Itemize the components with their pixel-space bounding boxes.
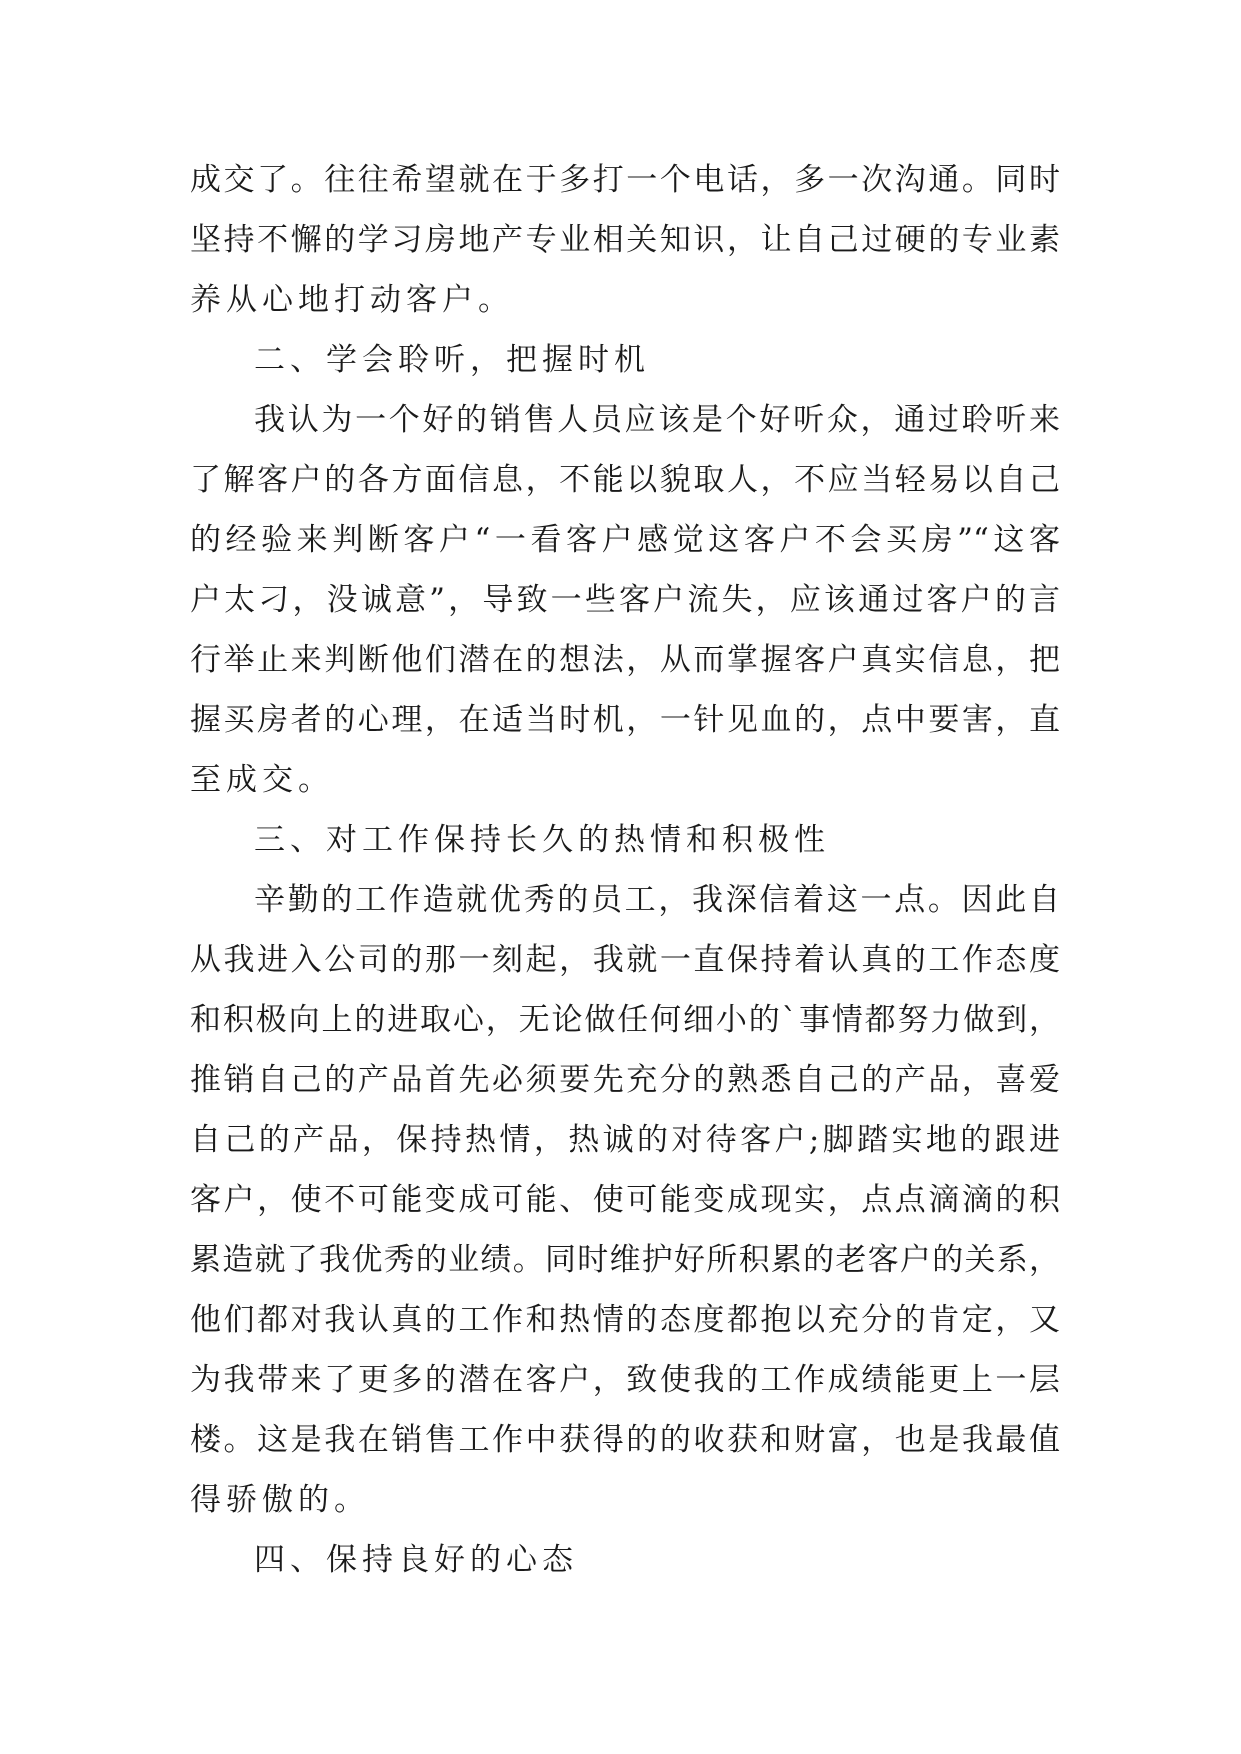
text-line: 我认为一个好的销售人员应该是个好听众，通过聆听来	[254, 402, 1060, 438]
text-line: 养从心地打动客户。	[190, 282, 514, 318]
text-line: 至成交。	[190, 762, 334, 798]
text-line: 累造就了我优秀的业绩。同时维护好所积累的老客户的关系，	[190, 1242, 1060, 1278]
text-line: 楼。这是我在销售工作中获得的的收获和财富，也是我最值	[190, 1422, 1060, 1458]
text-line: 户太刁，没诚意”，导致一些客户流失，应该通过客户的言	[190, 582, 1060, 618]
text-line: 为我带来了更多的潜在客户，致使我的工作成绩能更上一层	[190, 1362, 1060, 1398]
text-line: 成交了。往往希望就在于多打一个电话，多一次沟通。同时	[190, 162, 1060, 198]
document-body	[190, 150, 1060, 1590]
text-line: 坚持不懈的学习房地产专业相关知识，让自己过硬的专业素	[190, 222, 1060, 258]
section-heading: 三、对工作保持长久的热情和积极性	[254, 822, 830, 858]
text-line: 客户，使不可能变成可能、使可能变成现实，点点滴滴的积	[190, 1182, 1060, 1218]
text-line: 和积极向上的进取心，无论做任何细小的`事情都努力做到，	[190, 1002, 1060, 1038]
text-line: 行举止来判断他们潜在的想法，从而掌握客户真实信息，把	[190, 642, 1060, 678]
text-line: 了解客户的各方面信息，不能以貌取人，不应当轻易以自己	[190, 462, 1060, 498]
text-line: 推销自己的产品首先必须要先充分的熟悉自己的产品，喜爱	[190, 1062, 1060, 1098]
text-line: 从我进入公司的那一刻起，我就一直保持着认真的工作态度	[190, 942, 1060, 978]
section-heading: 四、保持良好的心态	[254, 1542, 578, 1578]
section-heading: 二、学会聆听，把握时机	[254, 342, 650, 378]
text-line: 得骄傲的。	[190, 1482, 370, 1518]
text-line: 辛勤的工作造就优秀的员工，我深信着这一点。因此自	[254, 882, 1060, 918]
text-line: 他们都对我认真的工作和热情的态度都抱以充分的肯定，又	[190, 1302, 1060, 1338]
text-line: 自己的产品，保持热情，热诚的对待客户;脚踏实地的跟进	[190, 1122, 1060, 1158]
text-line: 的经验来判断客户“一看客户感觉这客户不会买房”“这客	[190, 522, 1060, 558]
text-line: 握买房者的心理，在适当时机，一针见血的，点中要害，直	[190, 702, 1060, 738]
